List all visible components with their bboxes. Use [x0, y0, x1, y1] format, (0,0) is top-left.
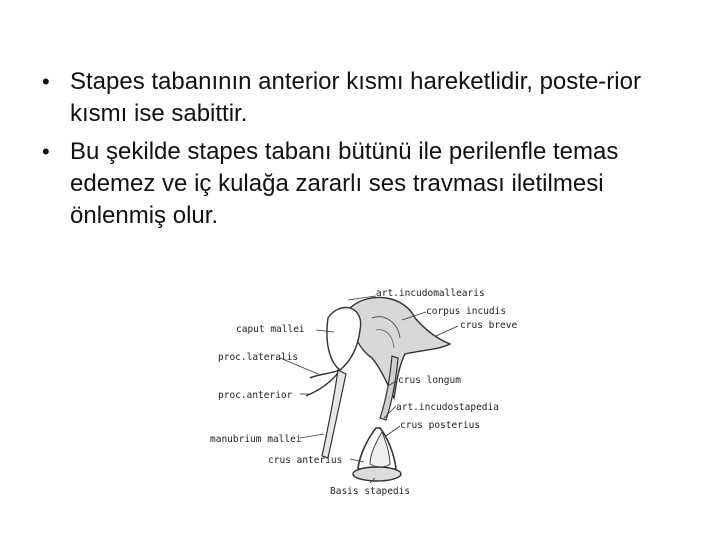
- label-proc-anterior: proc.anterior: [218, 390, 293, 401]
- label-corpus-incudis: corpus incudis: [426, 306, 507, 317]
- bullet-text: Bu şekilde stapes tabanı bütünü ile perilenfle temas edemez ve iç kulağa zararlı ses travması iletilmesi önlenmiş olur.: [70, 138, 619, 229]
- malleus-head-shape: [327, 308, 361, 370]
- bullet-item: [40, 66, 700, 130]
- label-art-incudomallearis: art.incudomallearis: [376, 288, 485, 299]
- label-crus-breve: crus breve: [460, 320, 518, 331]
- label-caput-mallei: caput mallei: [236, 324, 305, 335]
- bullet-item: [40, 136, 700, 232]
- label-art-incudostapedia: art.incudostapedia: [396, 402, 499, 413]
- bullet-dot: •: [42, 69, 50, 94]
- manubrium-shape: [322, 370, 346, 458]
- ossicles-illustration: [200, 278, 540, 508]
- label-crus-anterius: crus anterius: [268, 455, 343, 466]
- bullet-dot: •: [42, 139, 50, 164]
- label-proc-lateralis: proc.lateralis: [218, 352, 299, 363]
- ossicles-drawing: [200, 278, 540, 508]
- stapes-footplate-shape: [353, 467, 401, 481]
- label-crus-longum: crus longum: [398, 375, 461, 386]
- bullet-list: [40, 66, 700, 238]
- label-basis-stapedis: Basis stapedis: [330, 486, 411, 497]
- label-crus-posterius: crus posterius: [400, 420, 481, 431]
- bullet-text: Stapes tabanının anterior kısmı hareketlidir, poste-rior kısmı ise sabittir.: [70, 68, 641, 127]
- label-manubrium-mallei: manubrium mallei: [210, 434, 302, 445]
